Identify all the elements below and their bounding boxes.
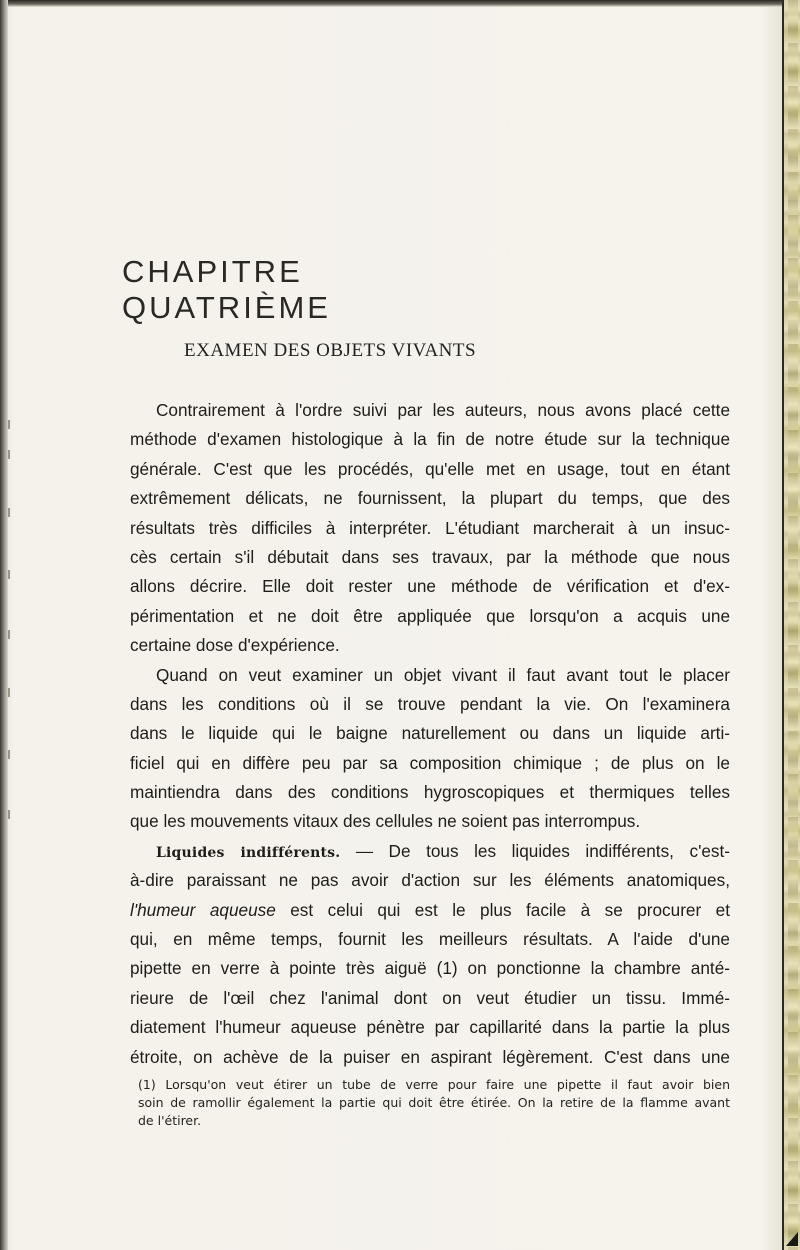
paragraph-2-line: dans les conditions où il se trouve pendant la vie. On l'examinera — [130, 693, 730, 714]
paragraph-1-line: allons décrire. Elle doit rester une méthode de vérification et d'ex- — [130, 576, 730, 597]
paragraph-3-line: à-dire paraissant ne pas avoir d'action sur les éléments anatomiques, — [130, 870, 730, 891]
run-in-heading: Liquides indifférents. — [156, 844, 341, 861]
page-spine-shadow — [0, 0, 8, 1250]
paragraph-1-line: résultats très difficiles à interpréter. L'étudiant marcherait à un insuc- — [130, 517, 730, 538]
paragraph-3-text: — De tous les liquides indifférents, c'est- — [340, 840, 730, 861]
paragraph-1-line: cès certain s'il débutait dans ses travaux, par la méthode que nous — [130, 546, 730, 567]
paragraph-1-line: méthode d'examen histologique à la fin de notre étude sur la technique — [130, 429, 730, 450]
paragraph-3-line: rieure de l'œil chez l'animal dont on veut étudier un tissu. Immé- — [130, 987, 730, 1008]
paragraph-3-line: diatement l'humeur aqueuse pénètre par capillarité dans la partie la plus — [130, 1017, 730, 1038]
footnote-line: (1) Lorsqu'on veut étirer un tube de verre pour faire une pipette il faut avoir bien — [138, 1077, 730, 1092]
body-text — [130, 396, 730, 1072]
paragraph-3-line — [130, 896, 730, 925]
paragraph-1-line: générale. C'est que les procédés, qu'elle met en usage, tout en étant — [130, 458, 730, 479]
paragraph-2-line: maintiendra dans des conditions hygroscopiques et thermiques telles — [130, 782, 730, 803]
footnote-line: de l'étirer. — [138, 1113, 202, 1128]
section-title: EXAMEN DES OBJETS VIVANTS — [184, 340, 477, 361]
paragraph-3-line: étroite, on achève de la puiser en aspirant légèrement. C'est dans une — [130, 1046, 730, 1067]
paragraph-2-line: que les mouvements vitaux des cellules ne soient pas interrompus. — [130, 811, 641, 832]
paragraph-1-line: Contrairement à l'ordre suivi par les auteurs, nous avons placé cette — [156, 400, 730, 420]
paragraph-3-line: pipette en verre à pointe très aiguë (1) on ponctionne la chambre anté- — [130, 958, 730, 979]
paragraph-1-line: certaine dose d'expérience. — [130, 635, 340, 656]
page-top-edge — [0, 0, 800, 7]
page-fore-edge — [782, 0, 800, 1250]
paragraph-1-line: périmentation et ne doit être appliquée que lorsqu'on a acquis une — [130, 605, 730, 626]
italic-term: l'humeur aqueuse — [130, 899, 276, 920]
footnote — [138, 1076, 730, 1130]
paragraph-2-line: ficiel qui en diffère peu par sa composition chimique ; de plus on le — [130, 752, 730, 773]
paragraph-3-line: qui, en même temps, fournit les meilleurs résultats. A l'aide d'une — [130, 929, 730, 950]
paragraph-3-line — [130, 837, 730, 866]
gutter-marks — [8, 420, 12, 860]
paragraph-2-line: dans le liquide qui le baigne naturellement ou dans un liquide arti- — [130, 723, 730, 744]
footnote-line: soin de ramollir également la partie qui doit être étirée. On la retire de la flamme avant — [138, 1095, 730, 1110]
paragraph-3-text: est celui qui est le plus facile à se procurer et — [275, 899, 730, 920]
paragraph-1-line: extrêmement délicats, ne fournissent, la plupart du temps, que des — [130, 488, 730, 509]
chapter-title: CHAPITRE QUATRIÈME — [122, 254, 331, 325]
paragraph-2-line: Quand on veut examiner un objet vivant il faut avant tout le placer — [156, 664, 730, 685]
